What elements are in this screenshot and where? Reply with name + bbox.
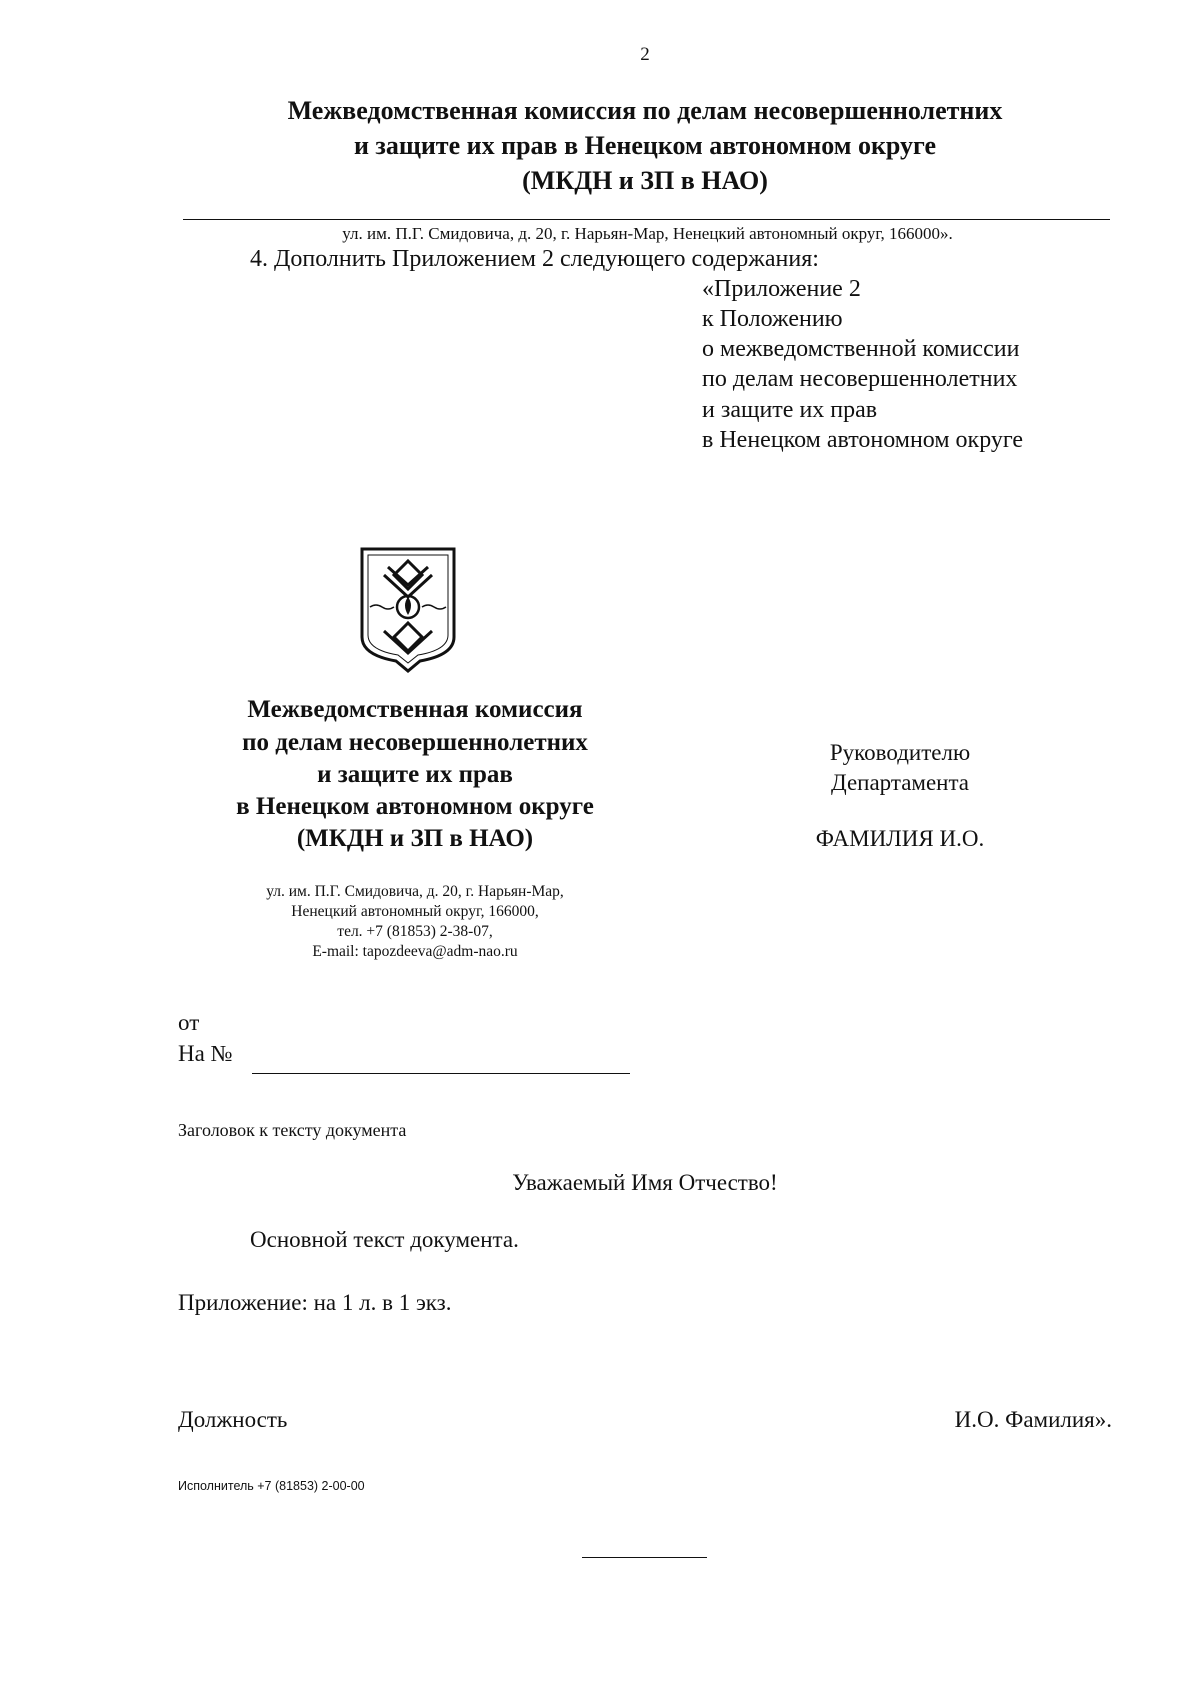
attachment-caption-line-2: к Положению (702, 306, 843, 332)
attachment-caption-line-5: и защите их прав (702, 397, 878, 423)
signatory-position: Должность (178, 1407, 288, 1432)
na-no-label: На № (178, 1041, 233, 1066)
nao-coat-of-arms-icon (358, 545, 458, 673)
page-number: 2 (640, 44, 650, 65)
header-divider (183, 219, 1110, 220)
body-text: Основной текст документа. (250, 1227, 519, 1252)
attachment-caption-line-4: по делам несовершеннолетних (702, 366, 1018, 392)
recipient-line-1: Руководителю (829, 740, 971, 765)
recipient-name: ФАМИЛИЯ И.О. (815, 826, 985, 851)
attachment-caption-line-1: «Приложение 2 (702, 276, 861, 302)
attachment-caption-line-3: о межведомственной комиссии (702, 336, 1020, 362)
org-name-line-3: и защите их прав (317, 761, 513, 788)
header-title-line-2: и защите их прав в Ненецком автономном округе (353, 131, 937, 160)
executor-contact: Исполнитель +7 (81853) 2-00-00 (178, 1479, 365, 1493)
org-address-line-2: Ненецкий автономный округ, 166000, (291, 903, 539, 920)
header-title-line-1: Межведомственная комиссия по делам несовершеннолетних (287, 96, 1003, 125)
ot-label: от (178, 1010, 200, 1035)
salutation: Уважаемый Имя Отчество! (512, 1170, 778, 1195)
na-no-underline (252, 1073, 630, 1074)
appendix-note: Приложение: на 1 л. в 1 экз. (178, 1290, 452, 1315)
attachment-caption-line-6: в Ненецком автономном округе (702, 427, 1024, 453)
end-divider (582, 1557, 707, 1558)
item-4-text: 4. Дополнить Приложением 2 следующего содержания: (250, 246, 819, 272)
org-name-line-2: по делам несовершеннолетних (242, 729, 588, 756)
org-name-line-5: (МКДН и ЗП в НАО) (296, 825, 534, 852)
header-title-line-3: (МКДН и ЗП в НАО) (522, 166, 768, 195)
org-address-line-1: ул. им. П.Г. Смидовича, д. 20, г. Нарьян-Мар, (266, 883, 564, 900)
header-address: ул. им. П.Г. Смидовича, д. 20, г. Нарьян-Мар, Ненецкий автономный округ, 166000». (342, 224, 953, 243)
signatory-name: И.О. Фамилия». (954, 1407, 1112, 1432)
recipient-line-2: Департамента (830, 770, 970, 795)
org-email: E-mail: tapozdeeva@adm-nao.ru (312, 943, 518, 960)
org-name-line-1: Межведомственная комиссия (247, 696, 583, 723)
org-name-line-4: в Ненецком автономном округе (236, 793, 594, 820)
org-phone: тел. +7 (81853) 2-38-07, (337, 923, 493, 940)
document-heading: Заголовок к тексту документа (178, 1120, 407, 1140)
